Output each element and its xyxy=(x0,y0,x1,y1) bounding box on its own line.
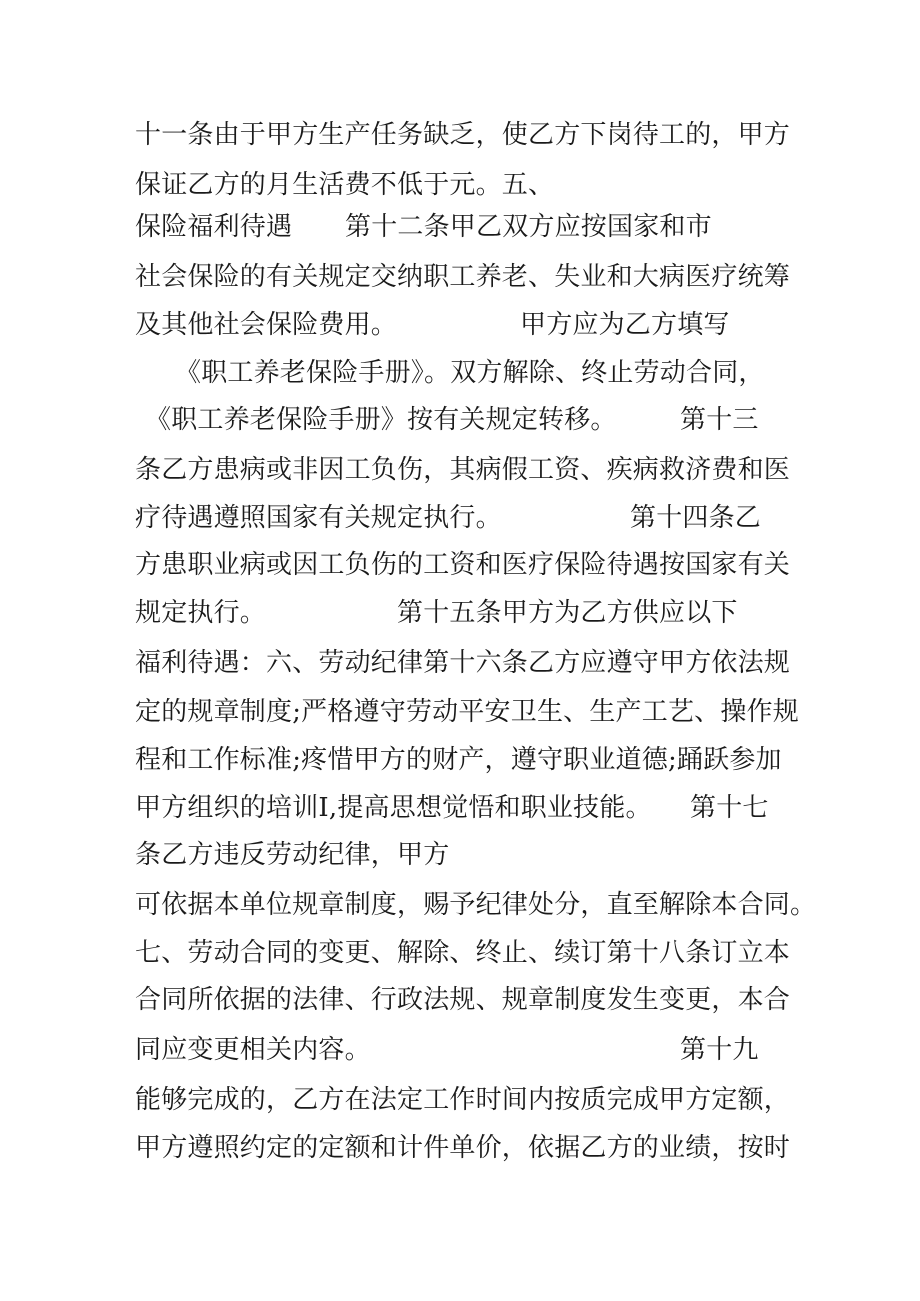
text-line: 方患职业病或因工负伤的工资和医疗保险待遇按国家有关 xyxy=(135,550,791,580)
text-line: 《职工养老保险手册》。双方解除、终止劳动合同， xyxy=(175,358,765,388)
text-line: 保证乙方的月生活费不低于元。五、 xyxy=(135,170,555,200)
text-line: 七、劳动合同的变更、解除、终止、续订第十八条订立本 xyxy=(135,938,791,968)
text-line: 保险福利待遇 xyxy=(135,212,293,242)
text-line: 十一条由于甲方生产任务缺乏，使乙方下岗待工的，甲方 xyxy=(135,120,791,150)
text-line: 甲方组织的培训I,提高思想觉悟和职业技能。 xyxy=(135,793,652,823)
text-line: 甲方应为乙方填写 xyxy=(520,310,730,340)
text-line: 条乙方违反劳动纪律，甲方 xyxy=(135,840,450,870)
text-line: 第十五条甲方为乙方供应以下 xyxy=(397,598,738,628)
text-line: 规定执行。 xyxy=(135,598,267,628)
text-line: 《职工养老保险手册》按有关规定转移。 xyxy=(145,405,617,435)
text-line: 第十九 xyxy=(680,1035,759,1065)
text-line: 定的规章制度;严格遵守劳动平安卫生、生产工艺、操作规 xyxy=(135,697,799,727)
text-line: 社会保险的有关规定交纳职工养老、失业和大病医疗统筹 xyxy=(135,262,791,292)
text-line: 第十三 xyxy=(680,405,759,435)
text-line: 条乙方患病或非因工负伤，其病假工资、疾病救济费和医 xyxy=(135,455,791,485)
text-line: 甲方遵照约定的定额和计件单价，依据乙方的业绩，按时 xyxy=(135,1133,791,1163)
text-line: 疗待遇遵照国家有关规定执行。 xyxy=(135,503,502,533)
text-line: 第十二条甲乙双方应按国家和市 xyxy=(345,212,712,242)
text-line: 合同所依据的法律、行政法规、规章制度发生变更，本合 xyxy=(135,985,791,1015)
text-line: 第十七 xyxy=(690,793,769,823)
text-line: 福利待遇：六、劳动纪律第十六条乙方应遵守甲方依法规 xyxy=(135,648,791,678)
text-line: 及其他社会保险费用。 xyxy=(135,310,398,340)
text-line: 第十四条乙 xyxy=(630,503,762,533)
text-line: 程和工作标准;疼惜甲方的财产，遵守职业道德;踊跃参加 xyxy=(135,745,782,775)
text-line: 同应变更相关内容。 xyxy=(135,1035,371,1065)
text-line: 能够完成的，乙方在法定工作时间内按质完成甲方定额， xyxy=(135,1085,791,1115)
text-line: 可依据本单位规章制度，赐予纪律处分，直至解除本合同。 xyxy=(135,890,817,920)
